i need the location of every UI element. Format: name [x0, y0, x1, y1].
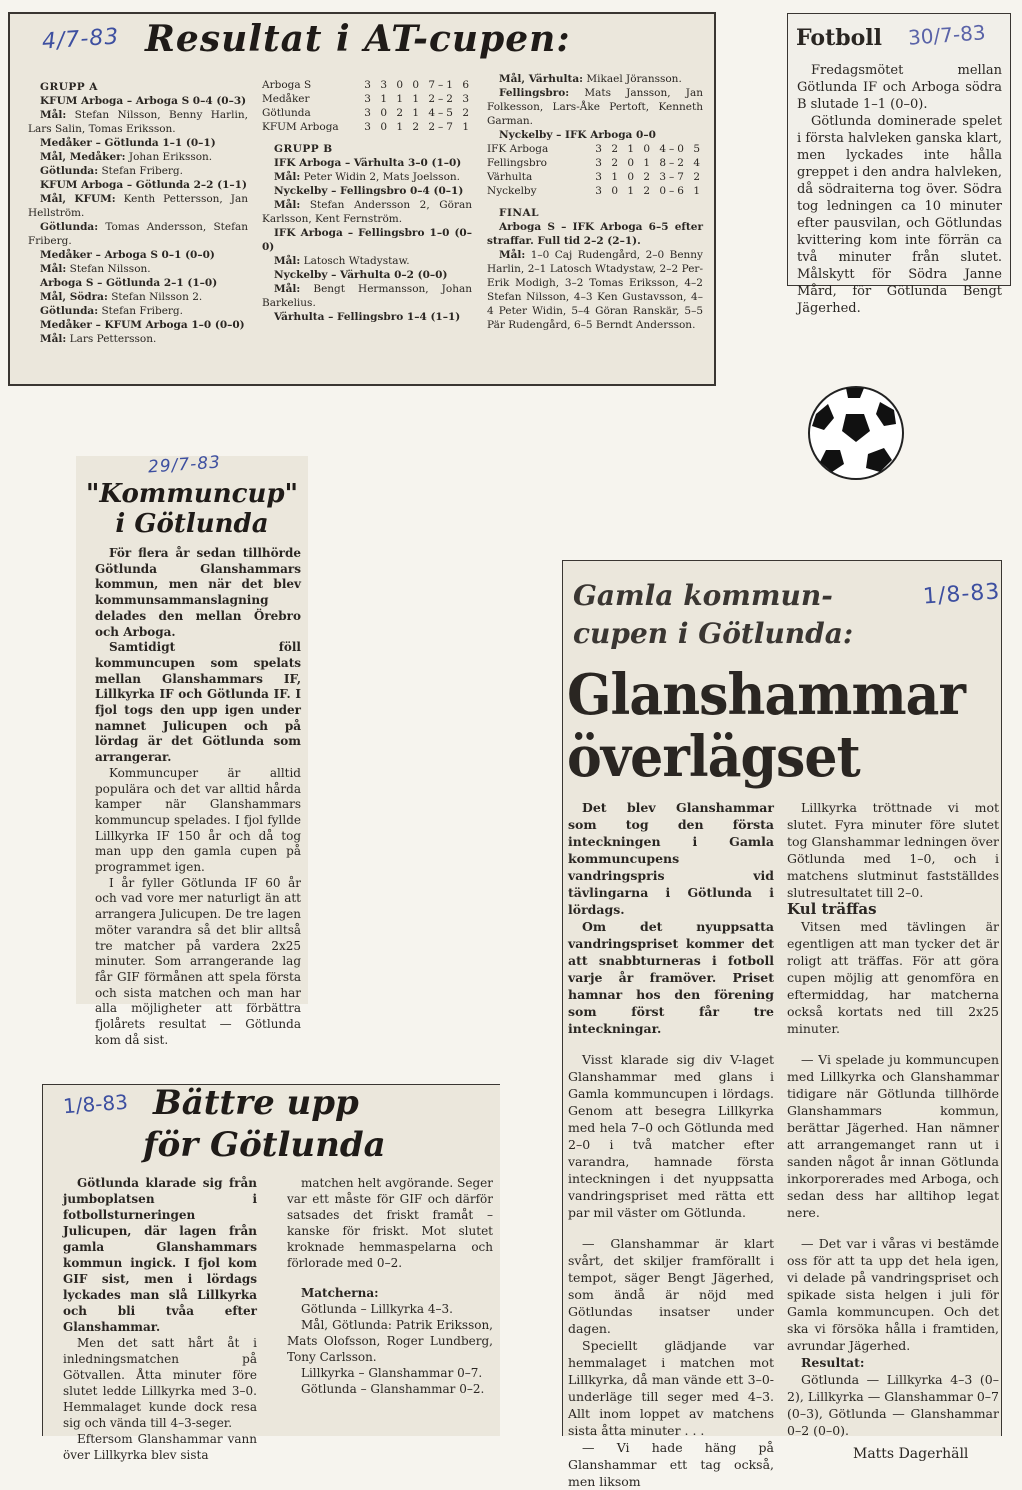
- text: Lillkyrka tröttnade vi mot slutet. Fyra minuter före slutet tog Glanshammar ledningen över Götlunda med 1–0, och i matchens slutminut fastställdes slutresultatet till 2–0.: [787, 800, 999, 900]
- article-body: [95, 546, 301, 1049]
- text: Bengt Hermansson, Johan Barkelius.: [262, 283, 472, 309]
- label: Mål:: [40, 333, 67, 345]
- text: Eftersom Glanshammar vann över Lillkyrka blev sista: [63, 1432, 257, 1462]
- label: Nyckelby – Fellingsbro 0–4 (0–1): [274, 185, 464, 197]
- paragraph: [487, 86, 703, 128]
- paragraph: [787, 1354, 999, 1371]
- paragraph: [487, 248, 703, 332]
- label: Fellingsbro:: [499, 87, 570, 99]
- results-column-3: [487, 72, 703, 332]
- text: Fredagsmötet mellan Götlunda IF och Arboga södra B slutade 1–1 (0–0).: [797, 63, 1002, 112]
- standings-row: [262, 106, 472, 120]
- team-stats: 3 1 1 1 2–2 3: [364, 93, 472, 105]
- text: FINAL: [499, 207, 539, 219]
- article-body-right: [787, 799, 999, 1439]
- text: Götlunda – Glanshammar 0–2.: [301, 1382, 485, 1396]
- paragraph: [28, 164, 248, 178]
- standings-row: [262, 120, 472, 134]
- team-name: Arboga S: [262, 79, 312, 91]
- label: Mål, Medåker:: [40, 151, 126, 163]
- paragraph: [28, 332, 248, 346]
- article-title-line-2: i Götlunda: [115, 509, 269, 539]
- spacer: [568, 1037, 774, 1051]
- team-stats: 3 1 0 2 3–7 2: [595, 171, 703, 183]
- paragraph: [487, 72, 703, 86]
- team-stats: 3 0 1 2 2–7 1: [364, 121, 472, 133]
- text: Götlunda dominerade spelet i första halvleken ganska klart, men lyckades inte hålla greppet i den andra halvleken, då södraiterna tog över. Södra tog ledningen ca 10 minuter efter pausvilan, och Götlundas kvittering kom inte förrän ca två minuter från slutet. Målskytt för Södra Janne Mård, för Götlunda Bengt Jägerhed.: [797, 114, 1002, 316]
- handwritten-date: 4/7-83: [41, 24, 121, 55]
- standings-row: [487, 156, 703, 170]
- spacer: [287, 1271, 493, 1285]
- results-column-2: [262, 78, 472, 324]
- standings-row: [262, 92, 472, 106]
- standings-row: [487, 142, 703, 156]
- clipping-battre-upp: [42, 1083, 500, 1462]
- team-name: Värhulta: [487, 171, 533, 183]
- text: matchen helt avgörande. Seger var ett måste för GIF och därför satsades det friskt framåt – kanske för friskt. Mot slutet kroknade hemmaspelarna och förlorade med 0–2.: [287, 1176, 493, 1270]
- article-right-column: [787, 799, 999, 1463]
- team-name: IFK Arboga: [487, 143, 549, 155]
- text: Mikael Jöransson.: [583, 73, 682, 85]
- label: Mål:: [40, 109, 67, 121]
- text: GRUPP B: [274, 143, 333, 155]
- label: Arboga S – IFK Arboga 6–5 efter straffar. Full tid 2–2 (2–1).: [487, 221, 703, 247]
- team-name: KFUM Arboga: [262, 121, 339, 133]
- article-title-line-1: Bättre upp: [153, 1083, 359, 1123]
- text: Kommuncuper är alltid populära och det var alltid hårda kamper när Glanshammars kommuncup spelades. I fjol fyllde Lillkyrka IF 150 år och då tog man upp den gamla cupen på programmet igen.: [95, 765, 301, 875]
- label: Mål:: [499, 249, 526, 261]
- paragraph: [287, 1301, 493, 1317]
- text: Stefan Nilsson, Benny Harlin, Lars Salin, Tomas Eriksson.: [28, 109, 248, 135]
- label: Mål, KFUM:: [40, 193, 116, 205]
- paragraph: [787, 1051, 999, 1221]
- label: Medåker – Götlunda 1–1 (0–1): [40, 137, 216, 149]
- paragraph: [287, 1285, 493, 1301]
- paragraph: [262, 198, 472, 226]
- paragraph: [287, 1317, 493, 1365]
- spacer: [787, 1037, 999, 1051]
- clipping-kommuncup: [76, 452, 308, 1047]
- standings-row: [262, 78, 472, 92]
- paragraph: [28, 248, 248, 262]
- paragraph: [787, 918, 999, 1037]
- label: Götlunda:: [40, 221, 99, 233]
- paragraph: [262, 226, 472, 254]
- text: Lillkyrka – Glanshammar 0–7.: [301, 1366, 483, 1380]
- paragraph: [487, 220, 703, 248]
- text: Kenth Pettersson, Jan Hellström.: [28, 193, 248, 219]
- text: Mål, Götlunda: Patrik Eriksson, Mats Olofsson, Roger Lundberg, Tony Carlsson.: [287, 1318, 493, 1364]
- label: Värhulta – Fellingsbro 1–4 (1–1): [274, 311, 461, 323]
- paragraph: [95, 876, 301, 1049]
- label: Mål:: [274, 199, 301, 211]
- text: Visst klarade sig div V-laget Glanshammar med glans i Gamla kommuncupen i lördags. Genom att besegra Lillkyrka med hela 7–0 och Götlunda med 2–0 i två matcher efter varandra, hamnade första inteckningen i det nyuppsatta vandringspriset med rätta ett par mil väster om Götlunda.: [568, 1052, 774, 1220]
- label: Medåker – Arboga S 0–1 (0–0): [40, 249, 215, 261]
- text: Stefan Nilsson.: [66, 263, 151, 275]
- paragraph: [797, 113, 1002, 317]
- label: Mål:: [274, 255, 301, 267]
- paragraph: [262, 184, 472, 198]
- team-name: Nyckelby: [487, 185, 537, 197]
- text: Stefan Nilsson 2.: [107, 291, 203, 303]
- label: Götlunda:: [40, 165, 99, 177]
- headline-line-1: Glanshammar: [567, 662, 965, 728]
- text: För flera år sedan tillhörde Götlunda Glanshammars kommun, men när det blev kommunsammanslagning delades den mellan Örebro och Arboga.: [95, 546, 301, 639]
- subheading: [787, 901, 999, 918]
- section-heading: [262, 142, 472, 156]
- paragraph: [787, 799, 999, 901]
- paragraph: [568, 1439, 774, 1490]
- text: Speciellt glädjande var hemmalaget i matchen mot Lillkyrka, då man vände ett 3–0-underläge till seger med 4–3. Allt inom loppet av matchens sista åtta minuter . . .: [568, 1338, 774, 1438]
- label: KFUM Arboga – Arboga S 0–4 (0–3): [40, 95, 247, 107]
- label: Nyckelby – Värhulta 0–2 (0–0): [274, 269, 448, 281]
- clipping-gamla-kommuncupen: [562, 560, 1002, 1489]
- text: I år fyller Götlunda IF 60 år och vad vore mer naturligt än att arrangera Julicupen. De tre lagen möter varandra så det blir alltså tre matcher på vardera 2x25 minuter. Som arrangerande lag får GIF förmånen att spela första och sista matchen och man har alla möjligheter att förbättra fjolårets resultat — Götlunda kom då sist.: [95, 875, 301, 1047]
- label: Medåker – KFUM Arboga 1–0 (0–0): [40, 319, 245, 331]
- article-body-left: [568, 799, 774, 1490]
- label: Götlunda:: [40, 305, 99, 317]
- team-name: Medåker: [262, 93, 310, 105]
- text: Peter Widin 2, Mats Joelsson.: [300, 171, 460, 183]
- clipping-at-cupen: [8, 12, 716, 386]
- handwritten-date: 1/8-83: [62, 1089, 129, 1119]
- section-heading: [28, 80, 248, 94]
- paragraph: [28, 94, 248, 108]
- text: Johan Eriksson.: [125, 151, 213, 163]
- text: Vitsen med tävlingen är egentligen att man tycker det är roligt att träffas. För att göra cupen möjlig att genomföra en eftermiddag, har matcherna också kortats ned till 2x25 minuter.: [787, 919, 999, 1036]
- paragraph: [287, 1175, 493, 1271]
- section-heading: [487, 206, 703, 220]
- text: Götlunda klarade sig från jumboplatsen i fotbollsturneringen Julicupen, där lagen från gamla Glanshammars kommun ingick. I fjol kom GIF sist, men i lördags lyckades man slå Lillkyrka och bli tvåa efter Glanshammar.: [63, 1176, 257, 1334]
- paragraph: [63, 1175, 257, 1335]
- results-column-1: [28, 72, 248, 346]
- text: Kul träffas: [787, 900, 877, 918]
- paragraph: [28, 304, 248, 318]
- paragraph: [262, 310, 472, 324]
- text: Götlunda – Lillkyrka 4–3.: [301, 1302, 453, 1316]
- paragraph: [568, 1051, 774, 1221]
- label: Mål, Södra:: [40, 291, 108, 303]
- team-stats: 3 3 0 0 7–1 6: [364, 79, 472, 91]
- label: IFK Arboga – Fellingsbro 1–0 (0–0): [262, 227, 472, 253]
- paragraph: [262, 254, 472, 268]
- label: Mål:: [40, 263, 67, 275]
- handwritten-date: 30/7-83: [907, 20, 987, 50]
- paragraph: [28, 108, 248, 136]
- paragraph: [28, 178, 248, 192]
- handwritten-date: 1/8-83: [922, 579, 1002, 610]
- article-title-line-1: "Kommuncup": [85, 479, 299, 509]
- text: Det blev Glanshammar som tog den första inteckningen i Gamla kommuncupens vandringspris vid tävlingarna i Götlunda i lördags.: [568, 800, 774, 917]
- team-stats: 3 2 1 0 4–0 5: [595, 143, 703, 155]
- text: — Det var i våras vi bestämde oss för att ta upp det hela igen, vi delade på vandringspriset och spikade sista helgen i juli för Gamla kommuncupen. Och det ska vi försöka hålla i framtiden, avrundar Jägerhed.: [787, 1236, 999, 1353]
- team-stats: 3 0 2 1 4–5 2: [364, 107, 472, 119]
- label: Matcherna:: [301, 1286, 379, 1300]
- paragraph: [95, 640, 301, 766]
- handwritten-date: 29/7-83: [147, 452, 222, 478]
- text: Tomas Andersson, Stefan Friberg.: [28, 221, 248, 247]
- paragraph: [568, 799, 774, 918]
- paragraph: [262, 282, 472, 310]
- paragraph: [95, 546, 301, 640]
- article-title: Resultat i AT-cupen:: [145, 18, 571, 60]
- paragraph: [262, 268, 472, 282]
- text: Samtidigt föll kommuncupen som spelats mellan Glanshammars IF, Lillkyrka IF och Götlunda IF. I fjol togs den upp igen under namnet Julicupen och på lördag är det Götlunda som arrangerar.: [95, 640, 301, 765]
- label: Arboga S – Götlunda 2–1 (1–0): [40, 277, 218, 289]
- text: — Vi hade häng på Glanshammar ett tag också, men liksom: [568, 1440, 774, 1489]
- text: Men det satt hårt åt i inledningsmatchen på Götvallen. Åtta minuter före slutet ledde Lillkyrka med 3–0. Hemmalaget kunde dock resa sig och vända till 4–3-seger.: [63, 1336, 257, 1430]
- team-name: Götlunda: [262, 107, 311, 119]
- paragraph: [262, 156, 472, 170]
- label: Nyckelby – IFK Arboga 0–0: [499, 129, 656, 141]
- team-stats: 3 0 1 2 0–6 1: [595, 185, 703, 197]
- paragraph: [63, 1335, 257, 1431]
- article-body-col-1: [63, 1175, 257, 1463]
- text: — Vi spelade ju kommuncupen med Lillkyrka och Glanshammar tidigare när Götlunda tillhörde Glanshammars kommun, berättar Jägerhed. Han nämner att arrangemanget rann ut i sanden något år innan Götlunda inkorporerades med Arboga, och sedan dess har alltihop legat nere.: [787, 1052, 999, 1220]
- standings-row: [487, 170, 703, 184]
- label: Mål, Värhulta:: [499, 73, 584, 85]
- text: Lars Pettersson.: [66, 333, 157, 345]
- paragraph: [287, 1365, 493, 1381]
- text: Stefan Andersson 2, Göran Karlsson, Kent Fernström.: [262, 199, 472, 225]
- paragraph: [568, 1337, 774, 1439]
- team-name: Fellingsbro: [487, 157, 547, 169]
- standings-row: [487, 184, 703, 198]
- paragraph: [28, 192, 248, 220]
- article-title-line-2: för Götlunda: [143, 1125, 386, 1165]
- paragraph: [28, 290, 248, 304]
- headline-line-2: överlägset: [567, 724, 860, 790]
- clipping-fotboll: [787, 13, 1011, 316]
- spacer: [568, 1221, 774, 1235]
- article-title: Fotboll: [796, 25, 883, 51]
- soccer-ball-icon: [806, 384, 906, 482]
- article-body: [797, 62, 1002, 317]
- article-body-col-2: [287, 1175, 493, 1397]
- paragraph: [28, 318, 248, 332]
- kicker-line-2: cupen i Götlunda:: [573, 617, 854, 650]
- byline: Matts Dagerhäll: [853, 1446, 969, 1462]
- label: IFK Arboga – Värhulta 3–0 (1–0): [274, 157, 462, 169]
- text: Stefan Friberg.: [98, 305, 183, 317]
- text: — Glanshammar är klart svårt, det skiljer framförallt i tempot, säger Bengt Jägerhed, som ändå är nöjd med Götlundas insatser under dagen.: [568, 1236, 774, 1336]
- paragraph: [287, 1381, 493, 1397]
- paragraph: [787, 1371, 999, 1439]
- text: GRUPP A: [40, 81, 98, 93]
- text: Om det nyuppsatta vandringspriset kommer det att snabbturneras i fotboll varje år framöver. Priset hamnar hos den förening som först får tre inteckningar.: [568, 919, 774, 1036]
- label: Mål:: [274, 171, 301, 183]
- team-stats: 3 2 0 1 8–2 4: [595, 157, 703, 169]
- text: 1–0 Caj Rudengård, 2–0 Benny Harlin, 2–1 Latosch Wtadystaw, 2–2 Per-Erik Modigh, 3–2 Tomas Eriksson, 4–2 Stefan Nilsson, 4–3 Ken Gustavsson, 4–4 Peter Widin, 5–4 Göran Ranskär, 5–5 Pär Rudengård, 6–5 Berndt Andersson.: [487, 249, 703, 331]
- paragraph: [568, 918, 774, 1037]
- paragraph: [568, 1235, 774, 1337]
- label: Mål:: [274, 283, 301, 295]
- paragraph: [797, 62, 1002, 113]
- paragraph: [28, 220, 248, 248]
- paragraph: [28, 136, 248, 150]
- text: Latosch Wtadystaw.: [300, 255, 410, 267]
- text: Stefan Friberg.: [98, 165, 183, 177]
- paragraph: [28, 276, 248, 290]
- label: Resultat:: [801, 1355, 865, 1370]
- paragraph: [95, 766, 301, 876]
- paragraph: [28, 150, 248, 164]
- paragraph: [28, 262, 248, 276]
- paragraph: [787, 1235, 999, 1354]
- text: Götlunda — Lillkyrka 4–3 (0–2), Lillkyrka — Glanshammar 0–7 (0–3), Götlunda — Glanshammar 0–2 (0–0).: [787, 1372, 999, 1438]
- kicker-line-1: Gamla kommun-: [573, 579, 833, 612]
- spacer: [787, 1221, 999, 1235]
- label: KFUM Arboga – Götlunda 2–2 (1–1): [40, 179, 247, 191]
- paragraph: [262, 170, 472, 184]
- paragraph: [487, 128, 703, 142]
- text: Mats Jansson, Jan Folkesson, Lars-Åke Pertoft, Kenneth Garman.: [487, 87, 703, 127]
